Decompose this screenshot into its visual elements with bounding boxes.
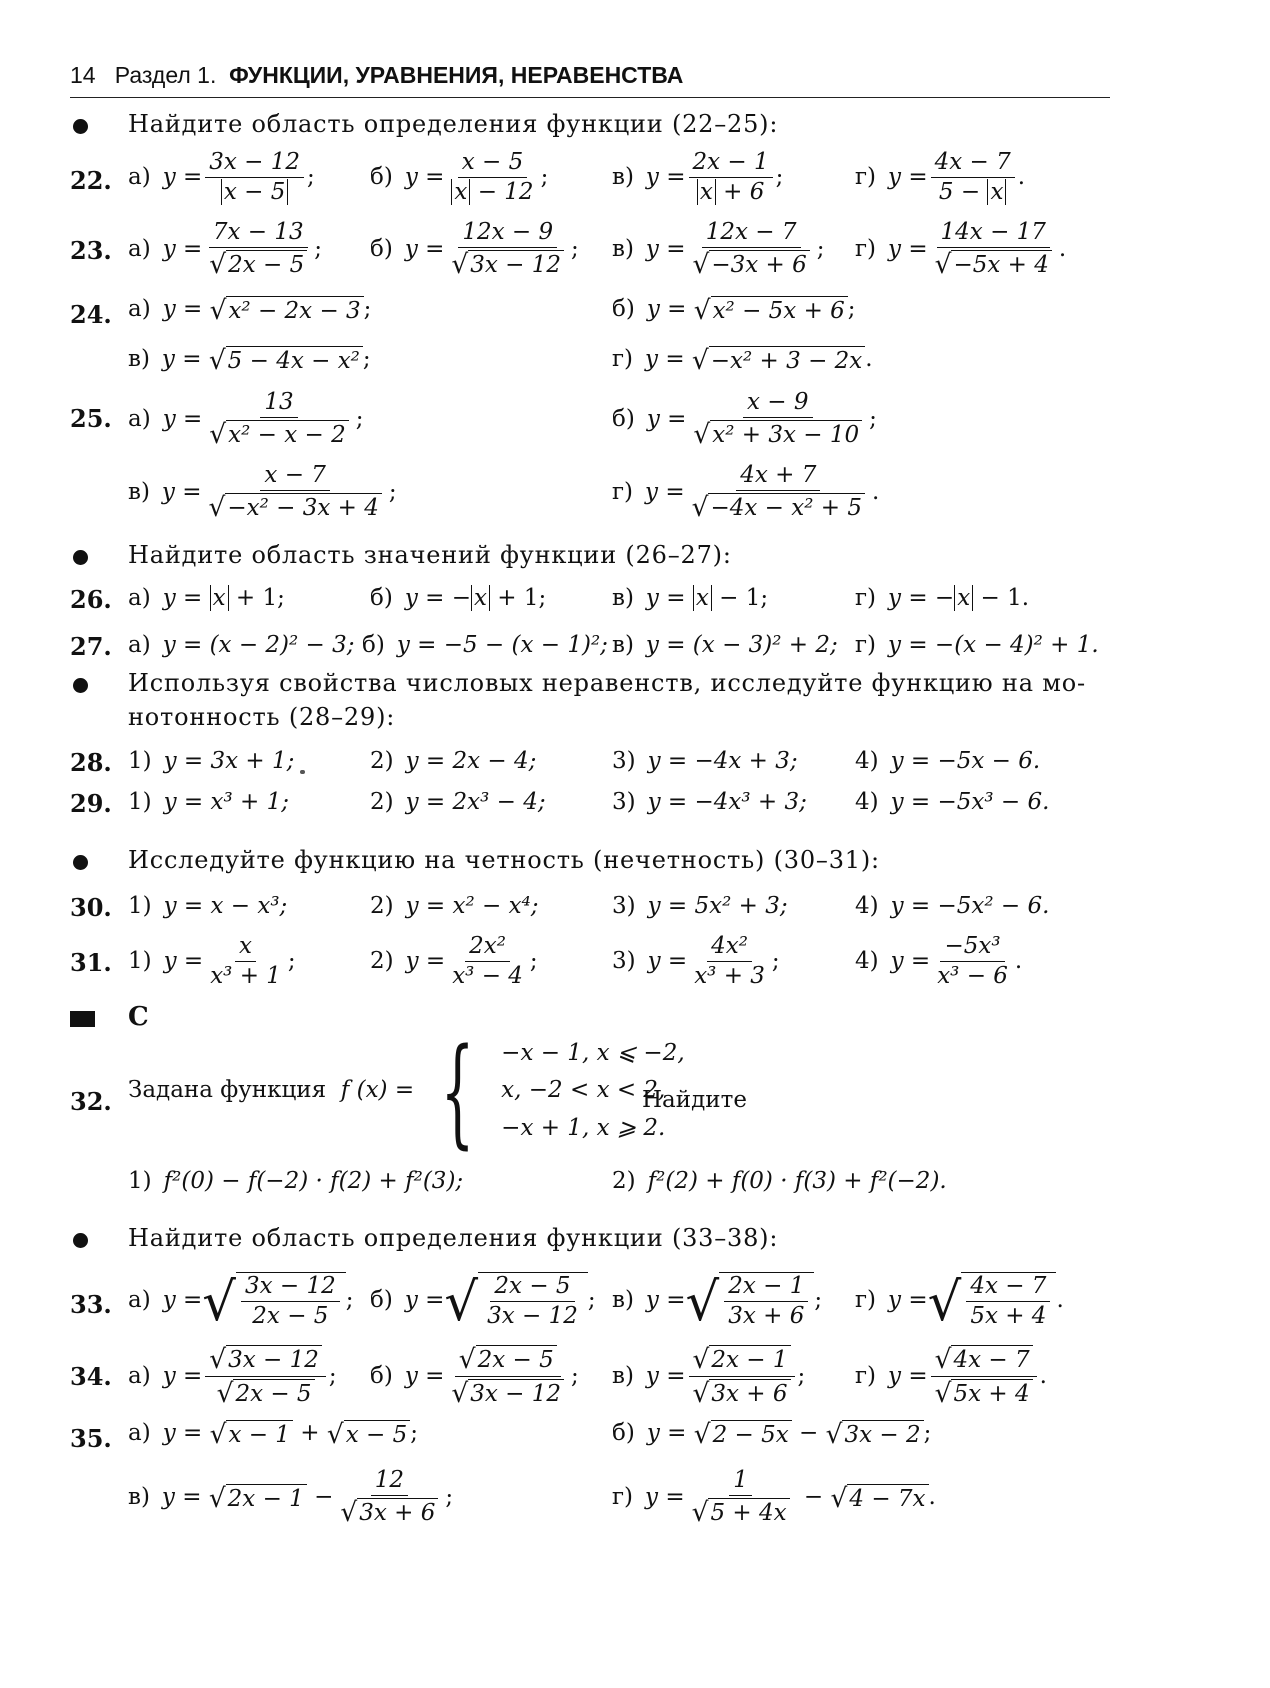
exercise-number-27: 27. <box>70 632 112 661</box>
instruction-33-38: Найдите область определения функции (33–38): <box>128 1224 779 1252</box>
instruction-30-31: Исследуйте функцию на четность (нечетность) (30–31): <box>128 846 880 874</box>
bullet-icon <box>73 550 88 565</box>
ex27-v: в) y = (x − 3)² + 2; <box>612 632 838 658</box>
ex27-g: г) y = −(x − 4)² + 1. <box>855 632 1099 658</box>
ex32-definition: Задана функция f (x) = { −x − 1, x ⩽ −2, x, −2 < x < 2, −x + 1, x ⩾ 2. <box>128 1022 685 1160</box>
ex32-find: Найдите <box>642 1087 747 1113</box>
ex31-2: 2) y = $\frac{\text{2x²}}{\text{x³ − 4}}$ ; <box>370 933 538 990</box>
ex30-4: 4) y = −5x² − 6. <box>855 893 1050 919</box>
ex23-v: в) y = 12x − 7 √ −3x + 6 ; <box>612 219 825 281</box>
bullet-icon <box>73 1233 88 1248</box>
ex29-1: 1) y = x³ + 1; <box>128 789 289 815</box>
ex34-b: б) y = √ 2x − 5 √ 3x − 12 ; <box>370 1343 579 1410</box>
section-title: ФУНКЦИИ, УРАВНЕНИЯ, НЕРАВЕНСТВА <box>229 62 684 88</box>
ex26-g: г) y = − x − 1. <box>855 585 1030 611</box>
ex30-3: 3) y = 5x² + 3; <box>612 893 788 919</box>
exercise-number-24: 24. <box>70 300 112 329</box>
ex27-a: а) y = (x − 2)² − 3; <box>128 632 355 658</box>
bullet-icon <box>73 855 88 870</box>
case-3: −x + 1, x ⩾ 2. <box>501 1114 666 1141</box>
ex35-g: г) y = 1 √ 5 + 4x − √ 4 − 7x . <box>612 1467 936 1529</box>
instruction-26-27: Найдите область значений функции (26–27): <box>128 541 732 569</box>
label-g: г) <box>855 164 877 190</box>
fraction: $\frac{x - 5}{x - 12}$ <box>447 150 537 206</box>
ex35-a: а) y = √ x − 1 + √ x − 5 ; <box>128 1418 418 1450</box>
ex30-2: 2) y = x² − x⁴; <box>370 893 539 919</box>
ex25-g: г) y = 4x + 7 √ −4x − x² + 5 . <box>612 462 880 524</box>
section-label: Раздел 1. <box>114 62 217 88</box>
ex35-b: б) y = √ 2 − 5x − √ 3x − 2 ; <box>612 1418 932 1450</box>
label-v: в) <box>612 164 634 190</box>
exercise-number-30: 30. <box>70 893 112 922</box>
ex28-4: 4) y = −5x − 6. <box>855 748 1041 774</box>
ex33-b: б) y = √ $\frac{2x - 5}{3x - 12}$ ; <box>370 1271 596 1333</box>
section-c-heading: C <box>128 1002 150 1032</box>
exercise-number-23: 23. <box>70 236 112 265</box>
ex29-2: 2) y = 2x³ − 4; <box>370 789 546 815</box>
ex26-v: в) y = x − 1; <box>612 585 769 611</box>
ex28-2: 2) y = 2x − 4; <box>370 748 537 774</box>
ex24-a: а) y = √ x² − 2x − 3 ; <box>128 294 372 326</box>
exercise-number-33: 33. <box>70 1290 112 1319</box>
exercise-number-35: 35. <box>70 1424 112 1453</box>
ex30-1: 1) y = x − x³; <box>128 893 288 919</box>
ex34-v: в) y = √ 2x − 1 √ 3x + 6 ; <box>612 1343 806 1410</box>
bullet-icon <box>73 678 88 693</box>
header-rule <box>70 97 1110 98</box>
label-a: а) <box>128 164 151 190</box>
ex26-b: б) y = − x + 1; <box>370 585 547 611</box>
ex28-3: 3) y = −4x + 3; <box>612 748 798 774</box>
exercise-number-26: 26. <box>70 585 112 614</box>
exercise-number-28: 28. <box>70 748 112 777</box>
fraction: $\frac{3x - 12}{x - 5}$ <box>205 150 304 206</box>
ex31-4: 4) y = $\frac{\text{−5x³}}{\text{x³ − 6}}$ . <box>855 933 1023 990</box>
ex31-1: 1) y = $\frac{x}{\text{x³ + 1}}$ ; <box>128 933 296 990</box>
section-square-icon <box>70 1011 95 1027</box>
bullet-icon <box>73 119 88 134</box>
case-1: −x − 1, x ⩽ −2, <box>501 1039 685 1066</box>
exercise-number-32: 32. <box>70 1087 112 1116</box>
ex24-g: г) y = √ −x² + 3 − 2x . <box>612 344 873 376</box>
left-brace-icon: { <box>440 1022 475 1160</box>
exercise-number-29: 29. <box>70 789 112 818</box>
ex23-a: а) y = 7x − 13 √ 2x − 5 ; <box>128 219 323 281</box>
ex28-1: 1) y = 3x + 1; <box>128 748 295 774</box>
ex32-intro: Задана функция <box>128 1077 327 1104</box>
ex23-b: б) y = 12x − 9 √ 3x − 12 ; <box>370 219 579 281</box>
ex32-2: 2) f²(2) + f(0) · f(3) + f²(−2). <box>612 1168 947 1194</box>
ex32-1: 1) f²(0) − f(−2) · f(2) + f²(3); <box>128 1168 464 1194</box>
case-2: x, −2 < x < 2, <box>501 1077 666 1104</box>
ex34-g: г) y = √ 4x − 7 √ 5x + 4 . <box>855 1343 1047 1410</box>
ex33-a: а) y = √ $\frac{3x - 12}{2x - 5}$ ; <box>128 1271 354 1333</box>
ex23-g: г) y = 14x − 17 √ −5x + 4 . <box>855 219 1067 281</box>
ex22-v: в) y = $\frac{2x - 1}{x + 6}$ ; <box>612 149 784 206</box>
ex25-a: а) y = 13 √ x² − x − 2 ; <box>128 389 364 451</box>
ex25-b: б) y = x − 9 √ x² + 3x − 10 ; <box>612 389 877 451</box>
page-header <box>70 62 683 89</box>
ex35-v: в) y = √ 2x − 1 − 12 √ 3x + 6 ; <box>128 1467 454 1529</box>
exercise-number-22: 22. <box>70 166 112 195</box>
ex29-4: 4) y = −5x³ − 6. <box>855 789 1050 815</box>
fraction: $\frac{2x - 1}{x + 6}$ <box>689 150 773 206</box>
ex24-v: в) y = √ 5 − 4x − x² ; <box>128 344 371 376</box>
ex22-g: г) y = $\frac{4x - 7}{5 - x}$ . <box>855 149 1026 206</box>
instruction-22-25: Найдите область определения функции (22–25): <box>128 110 779 138</box>
print-speck <box>300 770 305 774</box>
ex34-a: а) y = √ 3x − 12 √ 2x − 5 ; <box>128 1343 337 1410</box>
ex33-v: в) y = √ $\frac{2x - 1}{3x + 6}$ ; <box>612 1271 823 1333</box>
exercise-number-31: 31. <box>70 948 112 977</box>
ex26-a: а) y = x + 1; <box>128 585 285 611</box>
page-number: 14 <box>70 62 96 88</box>
instruction-28-29-line2: нотонность (28–29): <box>128 703 396 731</box>
ex25-v: в) y = x − 7 √ −x² − 3x + 4 ; <box>128 462 397 524</box>
exercise-number-25: 25. <box>70 404 112 433</box>
fraction: $\frac{4x - 7}{5 - x}$ <box>931 150 1015 206</box>
instruction-28-29-line1: Используя свойства числовых неравенств, исследуйте функцию на мо- <box>128 669 1086 697</box>
ex22-a: а) y = $\frac{3x - 12}{x - 5}$ ; <box>128 149 315 206</box>
label-b: б) <box>370 164 393 190</box>
ex24-b: б) y = √ x² − 5x + 6 ; <box>612 294 856 326</box>
ex29-3: 3) y = −4x³ + 3; <box>612 789 807 815</box>
exercise-number-34: 34. <box>70 1362 112 1391</box>
ex33-g: г) y = √ $\frac{4x - 7}{5x + 4}$ . <box>855 1271 1064 1333</box>
ex31-3: 3) y = $\frac{\text{4x²}}{\text{x³ + 3}}$ ; <box>612 933 780 990</box>
ex27-b: б) y = −5 − (x − 1)²; <box>362 632 608 658</box>
ex22-b: б) y = $\frac{x - 5}{x - 12}$ ; <box>370 149 549 206</box>
